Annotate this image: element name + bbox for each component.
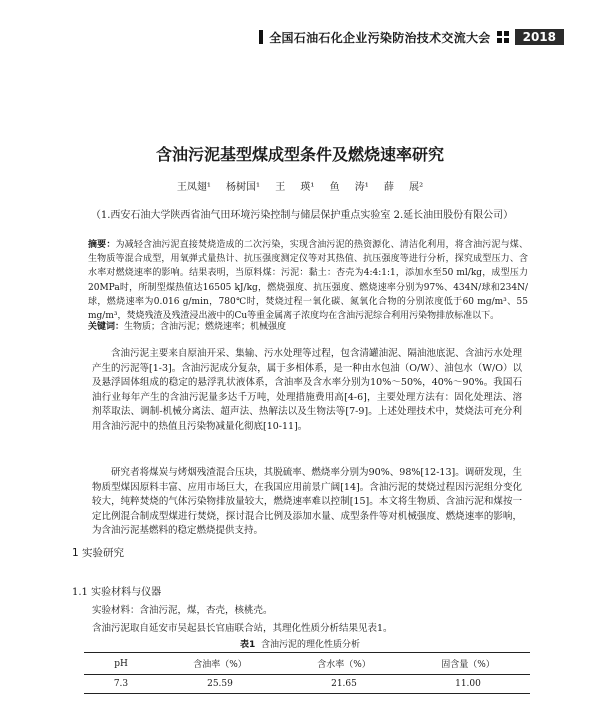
keywords-label: 关键词： (88, 322, 125, 332)
keywords (88, 319, 528, 332)
table-cell: 21.65 (331, 679, 357, 689)
table-cell: 7.3 (113, 679, 129, 689)
intro-paragraph-2: 研究者将煤炭与烤烟残渣混合压块，其脱硫率、燃烧率分别为90%、98%[12-13]。调研发现，生物质型煤因原料丰富、应用市场巨大，在我国应用前景广阔[14]。含油污泥的焚烧过程因污泥组分变化较大，纯粹焚烧的气体污染物排放量较大，燃烧速率难以控制[15]。本文将生物质、含油污泥和煤按一定比例混合制成型煤进行焚烧，探讨混合比例及添加水量、成型条件等对机械强度、燃烧速率的影响，为含油污泥基燃料的稳定燃烧提供支持。 (92, 467, 522, 536)
abstract-label: 摘要： (88, 240, 116, 250)
running-header (259, 28, 564, 46)
properties-table (84, 652, 530, 694)
table-title: 含油污泥的理化性质分析 (260, 640, 360, 650)
table-header-cell: 固含量（%） (441, 660, 495, 670)
table-cell: 25.59 (207, 679, 233, 689)
table-caption (0, 637, 600, 650)
paper-affiliation: （1.西安石油大学陕西省油气田环境污染控制与储层保护重点实验室 2.延长油田股份有限公司） (90, 210, 514, 221)
table-cell: 11.00 (455, 679, 481, 689)
sample-source-line: 含油污泥取自延安市吴起县长官庙联合站，其理化性质分析结果见表1。 (92, 623, 393, 634)
table-row (84, 675, 530, 694)
abstract (88, 238, 528, 323)
keywords-text: 生物质；含油污泥；燃烧速率；机械强度 (124, 322, 287, 332)
subsection-heading-1-1: 1.1 实验材料与仪器 (72, 587, 162, 598)
conference-title: 全国石油石化企业污染防治技术交流大会 (269, 30, 491, 45)
table-header-cell: 含油率（%） (193, 660, 247, 670)
abstract-text: 为减轻含油污泥直接焚烧造成的二次污染，实现含油污泥的热资源化、清洁化利用，将含油污泥与煤、生物质等混合成型，用氧弹式量热计、抗压强度测定仪等对其热值、抗压强度等进行分析，探究成型压力、含水率对燃烧速率的影响。结果表明，当原料煤：污泥：黏土：杏壳为4:4:1:1，添加水至50 ml/kg，成型压力20MPa时，所制型煤热值达16505 kJ/kg，燃烧强度、抗压强度、燃烧速率分别为97%、434N/球和234N/球，燃烧速率为0.016 g/min，780℃时，焚烧过程一氧化碳、氮氧化合物的分别浓度低于60 mg/m³、55 mg/m³，焚烧残渣及残渣浸出液中的Cu等重金属离子浓度均在含油污泥综合利用污染物排放标准以下。 (88, 240, 528, 322)
table-header-cell: pH (114, 658, 128, 669)
table-header-row (84, 653, 530, 675)
materials-line: 实验材料：含油污泥，煤，杏壳，核桃壳。 (92, 605, 273, 616)
paper-authors: 王凤翅¹ 杨树国¹ 王 瑛¹ 鱼 涛¹ 薛 展² (176, 182, 424, 193)
header-squares-mark (497, 31, 509, 43)
table-number: 表1 (239, 640, 256, 650)
header-bar-mark (259, 30, 263, 44)
conference-year: 2018 (515, 29, 564, 45)
intro-paragraph-1: 含油污泥主要来自原油开采、集输、污水处理等过程，包含清罐油泥、隔油池底泥、含油污水处理产生的污泥等[1-3]。含油污泥成分复杂，属于多相体系，是一种由水包油（O/W）、油包水（W/O）以及悬浮固体组成的稳定的悬浮乳状液体系，含油率及含水率分别为10%～50%，40%～90%。我国石油行业每年产生的含油污泥量多达千万吨，处理措施费用高[4-6]，主要处理方法有：固化处理法、溶剂萃取法、调制-机械分离法、超声法、热解法以及生物法等[7-9]。上述处理技术中，焚烧法可充分利用含油污泥中的热值且污染物减量化彻底[10-11]。 (92, 348, 522, 432)
table-header-cell: 含水率（%） (317, 660, 371, 670)
paper-title: 含油污泥基型煤成型条件及燃烧速率研究 (155, 145, 444, 164)
section-heading-1: 1 实验研究 (72, 547, 125, 559)
